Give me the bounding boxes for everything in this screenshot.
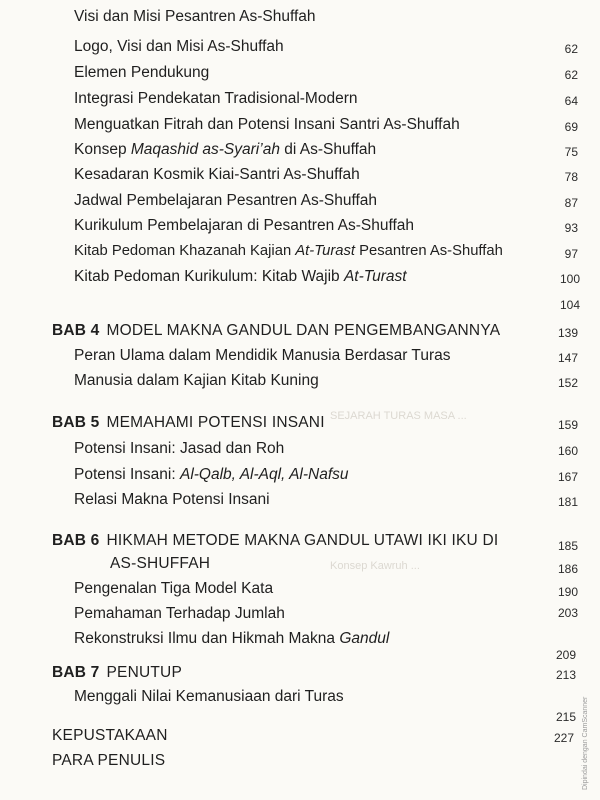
page-number: 62 xyxy=(564,68,578,82)
page-number: 185 xyxy=(557,539,578,553)
page-number: 147 xyxy=(557,351,578,365)
chapter-heading: BAB 4 MODEL MAKNA GANDUL DAN PENGEMBANGANNYA xyxy=(52,322,501,339)
page-number: 190 xyxy=(557,585,578,599)
page-number: 213 xyxy=(555,668,576,682)
toc-entry: Potensi Insani: Jasad dan Roh xyxy=(74,440,285,457)
toc-entry: Jadwal Pembelajaran Pesantren As-Shuffah xyxy=(74,192,378,209)
toc-entry: Menggali Nilai Kemanusiaan dari Turas xyxy=(74,688,344,705)
toc-entry: Konsep Maqashid as-Syari’ah di As-Shuffah xyxy=(74,141,377,158)
page-number: 160 xyxy=(557,444,578,458)
toc-entry: Relasi Makna Potensi Insani xyxy=(74,491,270,508)
page-number: 181 xyxy=(557,495,578,509)
toc-entry: Kurikulum Pembelajaran di Pesantren As-Shuffah xyxy=(74,217,415,234)
page-number: 87 xyxy=(564,196,578,210)
page-number: 104 xyxy=(559,298,580,312)
ghost-text: SEJARAH TURAS MASA ... xyxy=(330,410,467,422)
page-number: 203 xyxy=(557,606,578,620)
chapter-heading: BAB 7 PENUTUP xyxy=(52,664,182,681)
page-number: 167 xyxy=(557,470,578,484)
page-number: 78 xyxy=(564,170,578,184)
page-number: 215 xyxy=(555,710,576,724)
toc-entry: Visi dan Misi Pesantren As-Shuffah xyxy=(74,8,316,25)
chapter-heading-cont: AS-SHUFFAH xyxy=(110,555,211,572)
page-number: 209 xyxy=(555,648,576,662)
page-number: 139 xyxy=(557,326,578,340)
toc-entry: Pengenalan Tiga Model Kata xyxy=(74,580,274,597)
page-number: 75 xyxy=(564,145,578,159)
toc-entry: Rekonstruksi Ilmu dan Hikmah Makna Gandul xyxy=(74,630,390,647)
page-number: 159 xyxy=(557,418,578,432)
page-number: 186 xyxy=(557,562,578,576)
toc-entry: Manusia dalam Kajian Kitab Kuning xyxy=(74,372,319,389)
page-number: 227 xyxy=(553,731,574,745)
toc-entry: Kitab Pedoman Kurikulum: Kitab Wajib At-Turast xyxy=(74,268,407,285)
toc-entry: Potensi Insani: Al-Qalb, Al-Aql, Al-Nafsu xyxy=(74,466,349,483)
page-number: 93 xyxy=(564,221,578,235)
page-number: 97 xyxy=(564,247,578,261)
page-number: 69 xyxy=(564,120,578,134)
scanner-watermark: Dipindai dengan CamScanner xyxy=(582,696,589,790)
toc-entry: Logo, Visi dan Misi As-Shuffah xyxy=(74,38,284,55)
back-matter-heading: KEPUSTAKAAN xyxy=(52,727,168,744)
chapter-heading: BAB 6 HIKMAH METODE MAKNA GANDUL UTAWI IKI IKU DI xyxy=(52,532,499,549)
back-matter-heading: PARA PENULIS xyxy=(52,752,166,769)
toc-entry: Integrasi Pendekatan Tradisional-Modern xyxy=(74,90,358,107)
toc-entry: Kitab Pedoman Khazanah Kajian At-Turast Pesantren As-Shuffah xyxy=(74,243,503,259)
toc-entry: Peran Ulama dalam Mendidik Manusia Berdasar Turas xyxy=(74,347,451,364)
page-number: 100 xyxy=(559,272,580,286)
toc-entry: Kesadaran Kosmik Kiai-Santri As-Shuffah xyxy=(74,166,360,183)
toc-entry: Pemahaman Terhadap Jumlah xyxy=(74,605,285,622)
page-number: 62 xyxy=(564,42,578,56)
toc-entry: Elemen Pendukung xyxy=(74,64,210,81)
toc-entry: Menguatkan Fitrah dan Potensi Insani Santri As-Shuffah xyxy=(74,116,460,133)
chapter-heading: BAB 5 MEMAHAMI POTENSI INSANI xyxy=(52,414,325,431)
ghost-text: Konsep Kawruh ... xyxy=(330,560,420,572)
page-number: 152 xyxy=(557,376,578,390)
page-number: 64 xyxy=(564,94,578,108)
